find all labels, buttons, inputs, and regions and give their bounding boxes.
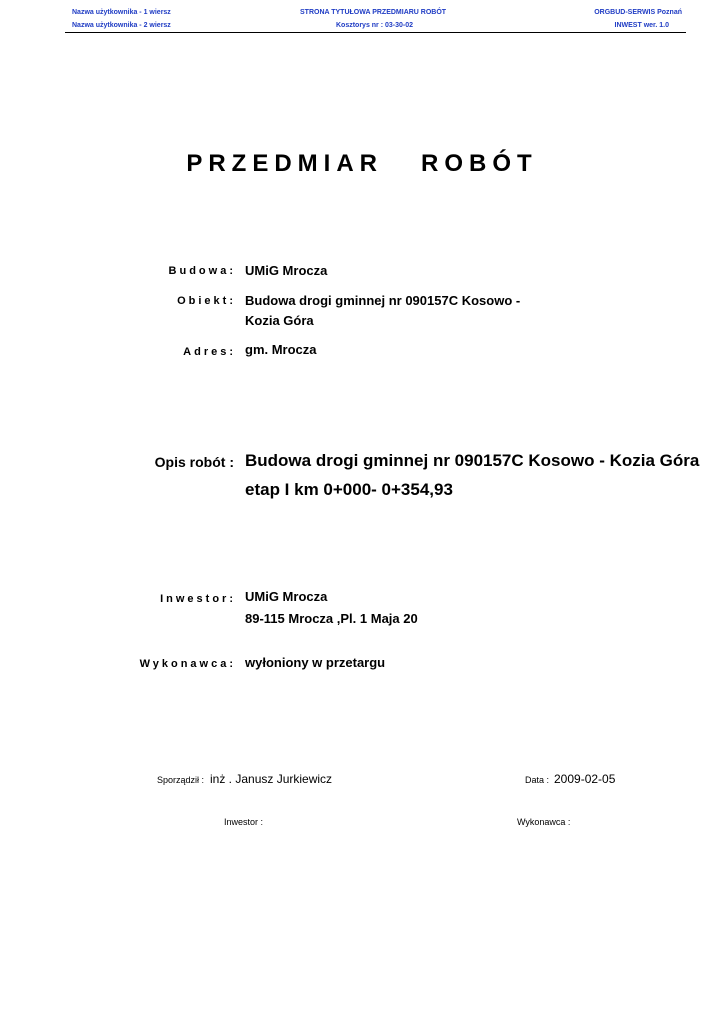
data-label: Data : <box>525 775 550 785</box>
data-value: 2009-02-05 <box>554 772 616 786</box>
header-divider <box>65 32 686 33</box>
inwestor-value-line1: UMiG Mrocza <box>245 589 328 604</box>
opis-value-line1: Budowa drogi gminnej nr 090157C Kosowo - Kozia Góra <box>245 451 700 470</box>
sporzadzil-label: Sporządził : <box>157 775 205 785</box>
wykonawca-label: Wykonawca: <box>139 658 236 670</box>
opis-value-line2: etap I km 0+000- 0+354,93 <box>245 480 453 499</box>
header-center-line2: Kosztorys nr : 03-30-02 <box>336 22 414 29</box>
inwestor-label: Inwestor: <box>160 593 236 605</box>
adres-label: Adres: <box>183 346 236 358</box>
wykonawca-signature-label: Wykonawca : <box>517 817 571 827</box>
page-title: PRZEDMIAR ROBÓT <box>186 150 538 177</box>
inwestor-signature-label: Inwestor : <box>224 817 264 827</box>
header-right-line2: INWEST wer. 1.0 <box>614 22 669 29</box>
wykonawca-value: wyłoniony w przetargu <box>245 655 386 670</box>
obiekt-value-line1: Budowa drogi gminnej nr 090157C Kosowo - <box>245 293 521 308</box>
header-left-line2: Nazwa użytkownika - 2 wiersz <box>72 22 171 29</box>
inwestor-value-line2: 89-115 Mrocza ,Pl. 1 Maja 20 <box>245 611 418 626</box>
header-left-line1: Nazwa użytkownika - 1 wiersz <box>72 9 171 16</box>
obiekt-value-line2: Kozia Góra <box>245 313 314 328</box>
opis-label: Opis robót : <box>154 454 234 470</box>
obiekt-label: Obiekt: <box>177 295 236 307</box>
header-center-line1: STRONA TYTUŁOWA PRZEDMIARU ROBÓT <box>300 9 447 16</box>
budowa-value: UMiG Mrocza <box>245 263 328 278</box>
header-right-line1: ORGBUD-SERWIS Poznań <box>594 9 682 16</box>
adres-value: gm. Mrocza <box>245 342 317 357</box>
budowa-label: Budowa: <box>168 265 236 277</box>
sporzadzil-value: inż . Janusz Jurkiewicz <box>210 772 333 786</box>
